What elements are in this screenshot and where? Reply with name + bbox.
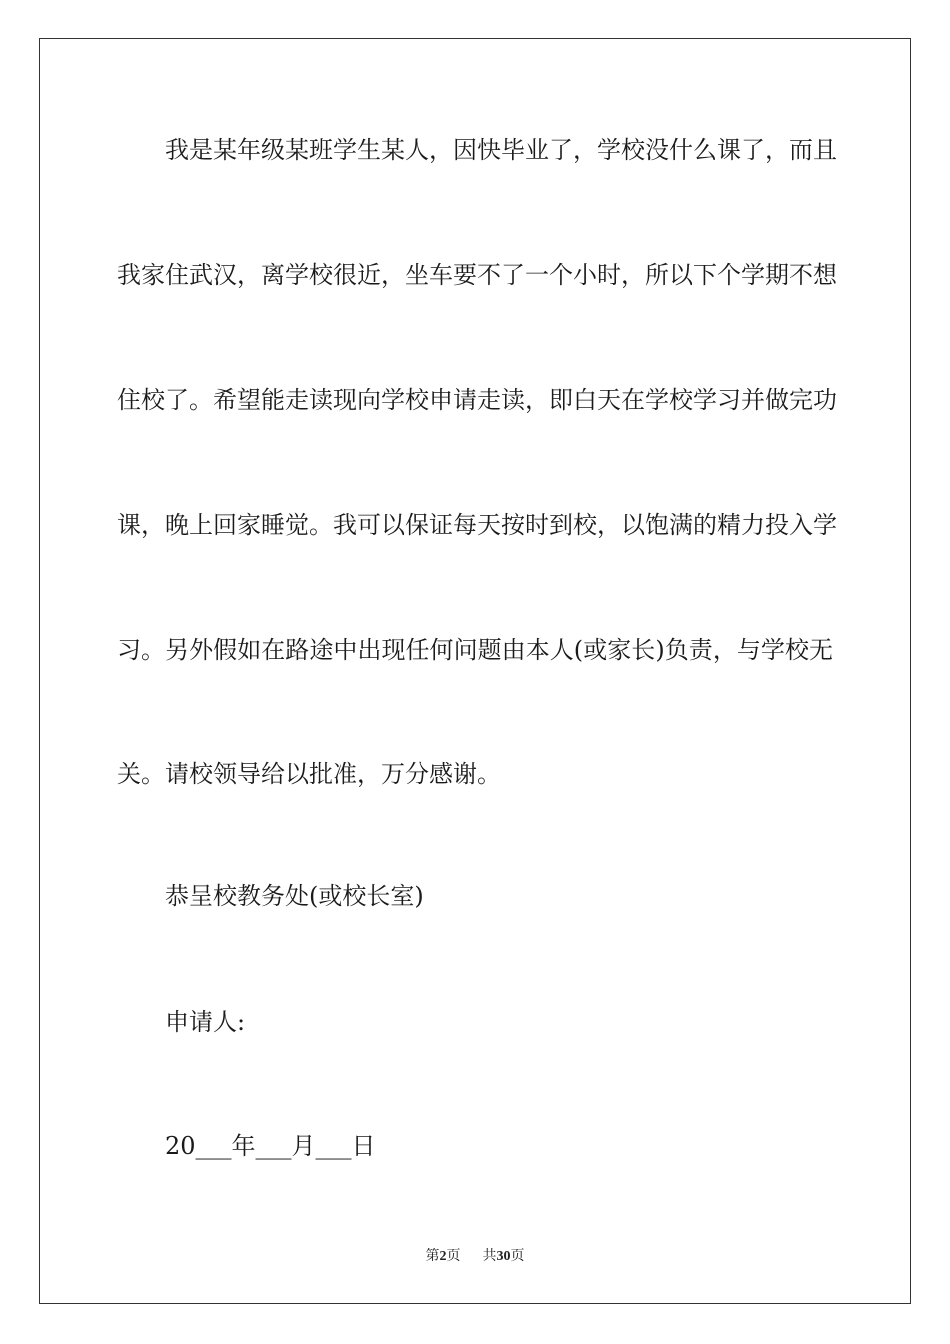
page-frame — [39, 38, 911, 1304]
total-prefix: 共 — [482, 1248, 497, 1264]
total-page-count: 30 — [496, 1249, 511, 1264]
page-prefix: 第 — [425, 1248, 440, 1264]
body-line-4: 课，晚上回家睡觉。我可以保证每天按时到校，以饱满的精力投入学 — [117, 511, 837, 539]
applicant-label: 申请人: — [165, 1008, 246, 1036]
body-line-5: 习。另外假如在路途中出现任何问题由本人(或家长)负责，与学校无 — [117, 636, 833, 664]
current-page-number: 2 — [439, 1249, 447, 1264]
total-suffix: 页 — [510, 1248, 525, 1264]
page-suffix: 页 — [446, 1248, 461, 1264]
body-line-1: 我是某年级某班学生某人，因快毕业了，学校没什么课了，而且 — [165, 136, 837, 164]
body-line-3: 住校了。希望能走读现向学校申请走读，即白天在学校学习并做完功 — [117, 386, 837, 414]
body-line-2: 我家住武汉，离学校很近，坐车要不了一个小时，所以下个学期不想 — [117, 261, 837, 289]
recipient-line: 恭呈校教务处(或校长室) — [165, 882, 424, 910]
body-line-6: 关。请校领导给以批准，万分感谢。 — [117, 760, 501, 788]
date-line: 20___年___月___日 — [165, 1132, 376, 1160]
page-number-footer — [0, 1247, 950, 1266]
